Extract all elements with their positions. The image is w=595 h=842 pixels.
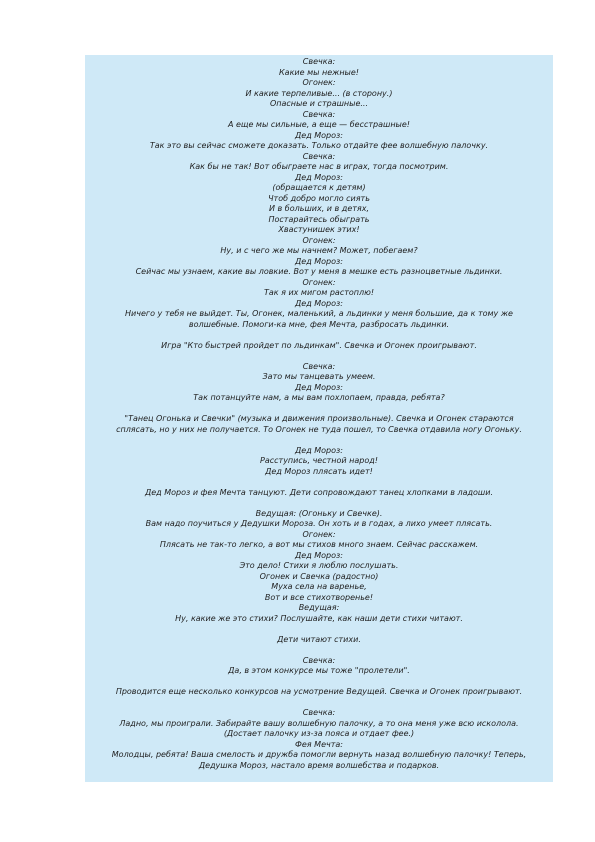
text-line: Расступись, честной народ! (260, 456, 378, 465)
text-line: Ведущая: (298, 603, 340, 612)
text-line: Какие мы нежные! (278, 67, 359, 77)
text-line: Свечка: (302, 151, 336, 161)
text-line: Ну, и с чего же мы начнем? Может, побегаем? (220, 246, 418, 255)
text-line: Свечка: (302, 708, 336, 717)
text-line: Ну, какие же это стихи? Послушайте, как наши дети стихи читают. (175, 613, 463, 623)
text-line: Проводится еще несколько конкурсов на усмотрение Ведущей. Свечка и Огонек проигрывают. (115, 687, 523, 696)
text-line: Хвастунишек этих! (278, 225, 360, 234)
blank-line (85, 330, 553, 341)
text-line: Так потанцуйте нам, а мы вам похлопаем, правда, ребята? (193, 393, 445, 402)
blank-line (85, 435, 553, 446)
text-line: Постарайтесь обыграть (268, 214, 370, 224)
text-line: Огонек: (302, 277, 336, 287)
text-line: Это дело! Стихи я люблю послушать. (239, 561, 399, 570)
text-line: сплясать, но у них не получается. То Огонек не туда пошел, то Свечка отдавила ногу Огоньку. (116, 424, 522, 434)
text-line: Так это вы сейчас сможете доказать. Только отдайте фее волшебную палочку. (149, 141, 489, 150)
text-line: Огонек: (302, 235, 336, 245)
text-line: Ведущая: (Огоньку и Свечке). (255, 508, 383, 518)
blank-line (85, 677, 553, 688)
text-line: Огонек: (302, 529, 336, 539)
text-line: Дед Мороз: (295, 172, 343, 182)
text-line: Фея Мечта: (295, 739, 343, 749)
blank-line (85, 498, 553, 509)
blank-line (85, 698, 553, 709)
blank-line (85, 404, 553, 415)
text-line: Дед Мороз и фея Мечта танцуют. Дети сопровождают танец хлопками в ладоши. (145, 487, 493, 497)
text-line: Дедушка Мороз, настало время волшебства и подарков. (198, 760, 440, 770)
text-line: Игра "Кто быстрей пройдет по льдинкам". Свечка и Огонек проигрывают. (161, 340, 477, 350)
text-line: Дед Мороз: (295, 550, 343, 560)
text-line: Молодцы, ребята! Ваша смелость и дружба помогли вернуть назад волшебную палочку! Теперь, (111, 750, 527, 759)
text-line: Плясать не так-то легко, а вот мы стихов много знаем. Сейчас расскажем. (159, 540, 479, 549)
text-line: Огонек: (302, 78, 336, 87)
text-line: И какие терпеливые... (в сторону.) (245, 88, 393, 98)
text-line: Дед Мороз: (295, 130, 343, 140)
text-line: (обращается к детям) (272, 183, 366, 192)
text-line: Дед Мороз: (295, 256, 343, 266)
text-line: Свечка: (302, 57, 336, 66)
text-line: Дед Мороз: (295, 382, 343, 392)
text-line: Ладно, мы проиграли. Забирайте вашу волшебную палочку, а то она меня уже всю исколола. (119, 718, 519, 728)
text-line: Свечка: (302, 109, 336, 119)
text-line: Вот и все стихотворенье! (264, 592, 374, 602)
text-line: Свечка: (302, 361, 336, 371)
blank-line (85, 624, 553, 635)
text-line: Как бы не так! Вот обыграете нас в играх, тогда посмотрим. (189, 162, 449, 171)
text-line: Сейчас мы узнаем, какие вы ловкие. Вот у меня в мешке есть разноцветные льдинки. (135, 267, 503, 276)
text-line: Зато мы танцевать умеем. (262, 372, 376, 381)
text-line: Огонек и Свечка (радостно) (259, 571, 379, 581)
text-line: Дед Мороз: (295, 298, 343, 308)
text-line: Чтоб добро могло сиять (268, 193, 370, 203)
text-line: Муха села на варенье, (271, 582, 367, 591)
text-line: Дед Мороз плясать идет! (265, 466, 373, 476)
text-line: Свечка: (302, 655, 336, 665)
text-line: Так я их мигом растоплю! (263, 288, 375, 297)
text-line: Ничего у тебя не выйдет. Ты, Огонек, маленький, а льдинки у меня большие, да к тому же (125, 309, 513, 318)
text-line: А еще мы сильные, а еще — бесстрашные! (227, 120, 410, 129)
text-line: Дети читают стихи. (277, 634, 361, 644)
page-text-panel (85, 55, 553, 782)
text-line: Да, в этом конкурсе мы тоже "пролетели". (228, 666, 410, 675)
text-line: И в больших, и в детях, (269, 204, 369, 213)
blank-line (85, 351, 553, 362)
text-line: "Танец Огонька и Свечки" (музыка и движения произвольные). Свечка и Огонек стараются (124, 414, 514, 423)
blank-line (85, 645, 553, 656)
blank-line (85, 477, 553, 488)
text-line: Вам надо поучиться у Дедушки Мороза. Он хоть и в годах, а лихо умеет плясать. (145, 519, 493, 528)
text-line: (Достает палочку из-за пояса и отдает фее.) (223, 729, 415, 738)
text-line: волшебные. Помоги-ка мне, фея Мечта, разбросать льдинки. (188, 319, 450, 329)
text-line: Опасные и страшные... (269, 99, 369, 108)
text-line: Дед Мороз: (295, 445, 343, 455)
